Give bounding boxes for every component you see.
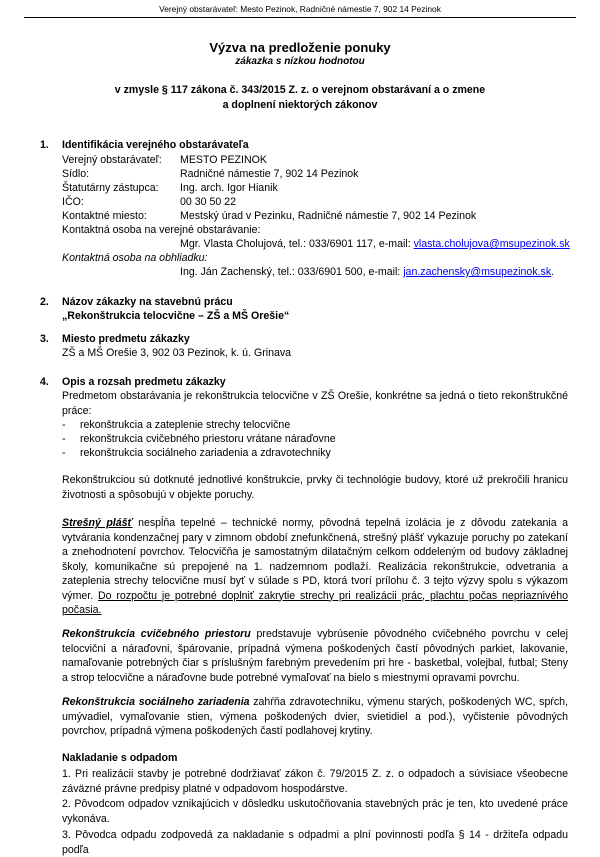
procurement-contact-line	[180, 238, 570, 250]
scope-item-sanitary: rekonštrukcia sociálneho zariadenia a zdravotechniky	[80, 447, 331, 459]
waste-point-1: 1. Pri realizácii stavby je potrebné dodržiavať zákon č. 79/2015 Z. z. o odpadoch a súvisiace všeobecne záväzné právne predpisy platné v odpadovom hospodárstve.	[62, 768, 568, 795]
document-subtitle: zákazka s nízkou hodnotou	[235, 56, 365, 67]
list-bullet: -	[62, 433, 66, 445]
statutory-representative-value: Ing. arch. Igor Hianik	[180, 182, 278, 194]
section-3-number: 3.	[40, 333, 49, 345]
site-visit-contact-tail: .	[551, 266, 555, 278]
contracting-authority-label: Verejný obstarávateľ:	[62, 154, 162, 166]
site-visit-contact-line	[180, 266, 554, 278]
list-bullet: -	[62, 447, 66, 459]
contracting-authority-value: MESTO PEZINOK	[180, 154, 267, 166]
waste-point-2: 2. Pôvodcom odpadov vznikajúcich v dôsledku uskutočňovania stavebných prác je ten, kto uvedené práce vykonáva.	[62, 798, 568, 825]
contract-name: „Rekonštrukcia telocvične – ZŠ a MŠ Orešie“	[62, 310, 290, 322]
section-4-title: Opis a rozsah predmetu zákazky	[62, 376, 226, 388]
ico-label: IČO:	[62, 196, 84, 208]
scope-intro: Predmetom obstarávania je rekonštrukcia telocvične v ZŠ Orešie, konkrétne sa jedná o tieto rekonštrukčné práce:	[62, 390, 568, 417]
seat-value: Radničné námestie 7, 902 14 Pezinok	[180, 168, 359, 180]
section-1-title: Identifikácia verejného obstarávateľa	[62, 139, 249, 151]
contact-place-label: Kontaktné miesto:	[62, 210, 147, 222]
site-visit-contact-text: Ing. Ján Zachenský, tel.: 033/6901 500, e-mail:	[180, 266, 404, 278]
law-reference-line1: v zmysle § 117 zákona č. 343/2015 Z. z. o verejnom obstarávaní a o zmene	[114, 84, 486, 96]
scope-item-gym: rekonštrukcia cvičebného priestoru vrátane náraďovne	[80, 433, 336, 445]
contract-location: ZŠ a MŠ Orešie 3, 902 03 Pezinok, k. ú. Grinava	[62, 347, 292, 359]
paragraph-sanitary	[62, 695, 568, 739]
document-title: Výzva na predloženie ponuky	[209, 40, 391, 55]
roof-note-underlined: Do rozpočtu je potrebné doplniť zakrytie strechy pri realizácii prác, plachtu počas nepriaznivého počasia.	[62, 589, 568, 616]
paragraph-roof	[62, 516, 568, 618]
roof-heading: Strešný plášť	[62, 517, 133, 529]
contact-place-value: Mestský úrad v Pezinku, Radničné námestie 7, 902 14 Pezinok	[180, 210, 477, 222]
site-visit-contact-label: Kontaktná osoba na obhliadku:	[62, 252, 208, 264]
waste-point-3: 3. Pôvodca odpadu zodpovedá za nakladanie s odpadmi a plní povinnosti podľa § 14 - držiteľa odpadu podľa	[62, 829, 568, 856]
procurement-contact-text: Mgr. Vlasta Cholujová, tel.: 033/6901 117, e-mail:	[180, 238, 414, 250]
sanitary-text: zahŕňa zdravotechniku, výmenu starých, poškodených WC, spŕch, umývadiel, vymaľovanie stien, výmena poškodených dvier, svietidiel a pod.), vyčistenie pôvodných povrchov, prípadná výmena poškodených častí podlahovej krytiny.	[62, 696, 568, 737]
roof-text: nespĺňa tepelné – technické normy, pôvodná tepelná izolácia je z dôvodu zatekania a vytvárania kondenzačnej pary v zimnom období znefunkčnená, strešný plášť vykazuje poruchy po zatekaní a znehodnotení povrchov. Telocvičňa je samostatným dilatačným celkom oddeleným od budovy základnej školy, komunikačne sú prepojené na 1. nadzemnom podlaží. Realizácia rekonštrukcie, odvetrania a zateplenia strechy telocvične musí byť v súlade s PD, ktorá tvorí prílohu č. 3 tejto výzvy spolu s výkazom výmer.	[62, 517, 568, 602]
procurement-contact-label: Kontaktná osoba na verejné obstarávanie:	[62, 224, 261, 236]
header-divider	[24, 17, 576, 18]
sanitary-heading: Rekonštrukcia sociálneho zariadenia	[62, 696, 250, 708]
statutory-representative-label: Štatutárny zástupca:	[62, 182, 159, 194]
seat-label: Sídlo:	[62, 168, 90, 180]
section-2-title: Názov zákazky na stavebnú prácu	[62, 296, 233, 308]
running-header: Verejný obstarávateľ: Mesto Pezinok, Radničné námestie 7, 902 14 Pezinok	[159, 4, 441, 14]
list-bullet: -	[62, 419, 66, 431]
section-1-number: 1.	[40, 139, 49, 151]
site-visit-contact-email-link[interactable]: jan.zachensky@msupezinok.sk	[403, 266, 552, 278]
ico-value: 00 30 50 22	[180, 196, 236, 208]
scope-item-roof: rekonštrukcia a zateplenie strechy telocvične	[80, 419, 291, 431]
procurement-contact-email-link[interactable]: vlasta.cholujova@msupezinok.sk	[413, 238, 570, 250]
section-3-title: Miesto predmetu zákazky	[62, 333, 190, 345]
section-2-number: 2.	[40, 296, 49, 308]
waste-heading: Nakladanie s odpadom	[62, 752, 178, 764]
gym-text: predstavuje vybrúsenie pôvodného cvičebného povrchu v celej telocvični a náraďovni, špárovanie, prípadná výmena poškodených častí pôvodných parkiet, lakovanie, namaľovanie potrebných čiar s príslušným farebným prevedením pri hre - basketbal, volejbal, futbal; Steny a strop telocvične a náraďovne bude potrebné vymaľovať na bielo s miestnymi opravami povrchu.	[62, 628, 568, 684]
paragraph-affected-structures: Rekonštrukciou sú dotknuté jednotlivé konštrukcie, prvky či technológie budovy, ktoré už prekročili hranicu životnosti a spôsobujú v objekte poruchy.	[62, 474, 568, 501]
gym-heading: Rekonštrukcia cvičebného priestoru	[62, 628, 251, 640]
section-4-number: 4.	[40, 376, 49, 388]
paragraph-gym	[62, 627, 568, 685]
law-reference-line2: a doplnení niektorých zákonov	[222, 99, 378, 111]
